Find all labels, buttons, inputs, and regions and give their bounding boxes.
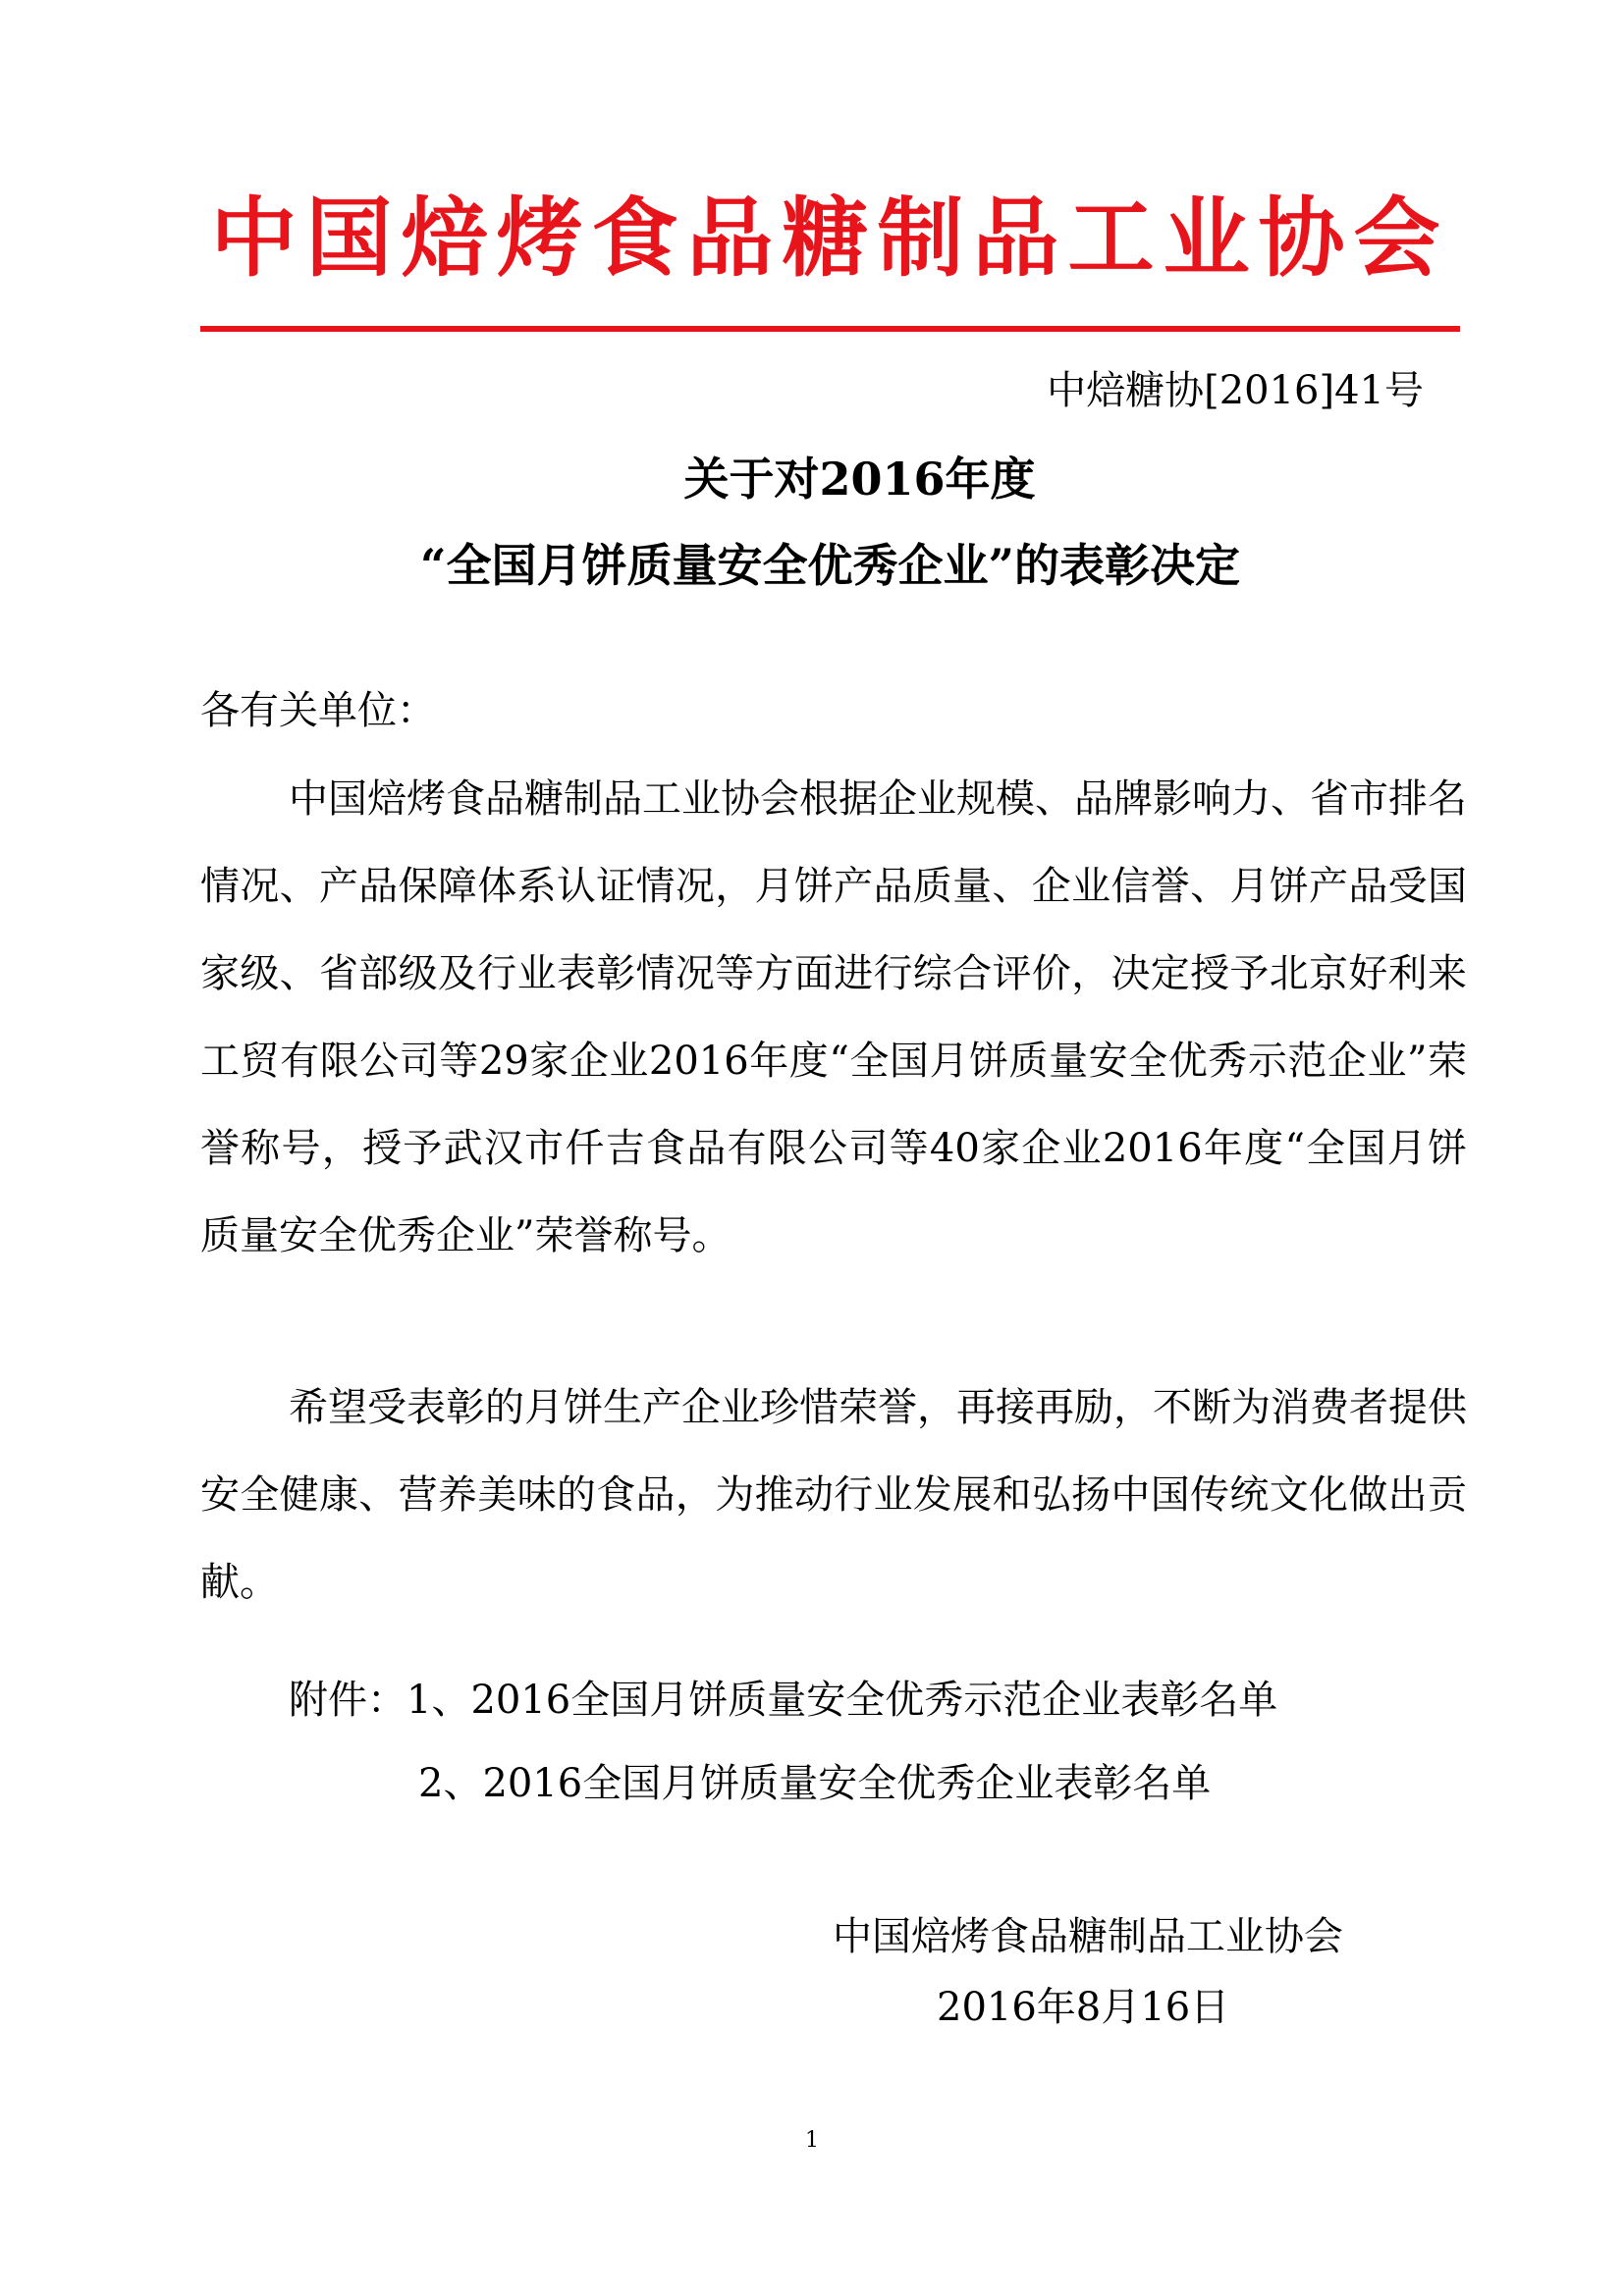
salutation: 各有关单位： [200,688,436,733]
attachment-item-2: 2、2016全国月饼质量安全优秀企业表彰名单 [418,1761,1212,1806]
signature-organization: 中国焙烤食品糖制品工业协会 [833,1914,1343,1959]
document-number: 中焙糖协[2016]41号 [1047,368,1424,413]
body-paragraph-1: 中国焙烤食品糖制品工业协会根据企业规模、品牌影响力、省市排名情况、产品保障体系认证情况，月饼产品质量、企业信誉、月饼产品受国家级、省部级及行业表彰情况等方面进行综合评价，决定授予北京好利来工贸有限公司等29家企业2016年度“全国月饼质量安全优秀示范企业”荣誉称号，授予武汉市仟吉食品有限公司等40家企业2016年度“全国月饼质量安全优秀企业”荣誉称号。 [200,776,1467,1258]
body-paragraph-2: 希望受表彰的月饼生产企业珍惜荣誉，再接再励，不断为消费者提供安全健康、营养美味的食品，为推动行业发展和弘扬中国传统文化做出贡献。 [200,1385,1467,1605]
letterhead-red-rule [200,326,1460,332]
document-title-line-2: “全国月饼质量安全优秀企业”的表彰决定 [420,539,1240,592]
signature-date: 2016年8月16日 [937,1985,1230,2030]
document-title-line-1: 关于对2016年度 [683,453,1036,506]
letterhead-title: 中国焙烤食品糖制品工业协会 [210,187,1449,289]
page-number: 1 [805,2128,819,2153]
attachment-item-1: 附件：1、2016全国月饼质量安全优秀示范企业表彰名单 [289,1678,1278,1723]
